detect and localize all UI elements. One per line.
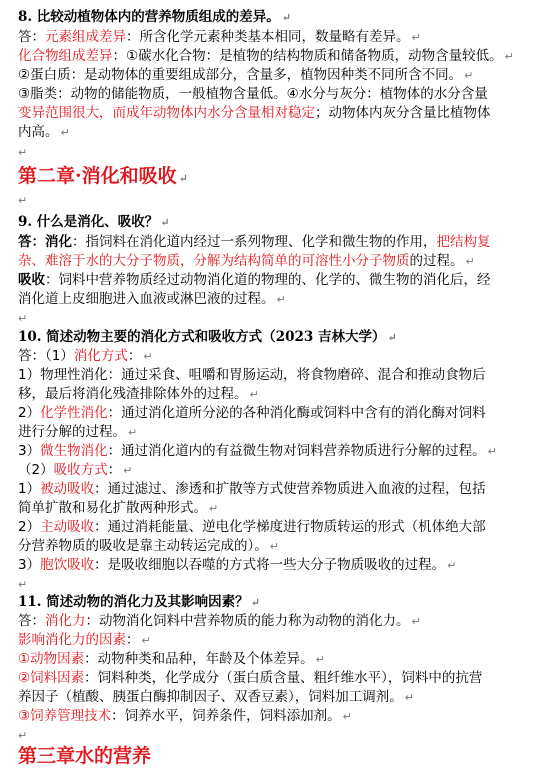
section-11-line-1: 答：消化力：动物消化饲料中营养物质的能力称为动物的消化力。 ↵ — [18, 613, 421, 629]
section-10-line-7: （2）吸收方式： ↵ — [18, 462, 133, 478]
section-9-line-4: 消化道上皮细胞进入血液或淋巴液的过程。 ↵ — [18, 291, 286, 307]
section-10-line-4: 2）化学性消化：通过消化道所分泌的各种消化酶或饲料中含有的消化酶对饲料 — [18, 405, 486, 421]
section-8-line-6: 内高。 ↵ — [18, 124, 70, 140]
paragraph-mark: ↵ — [18, 578, 28, 591]
section-10-line-12: 3）胞饮吸收：是吸收细胞以吞噬的方式将一些大分子物质吸收的过程。 ↵ — [18, 557, 457, 573]
section-10-line-1: 答：（1）消化方式： ↵ — [18, 348, 153, 364]
paragraph-mark: ↵ — [18, 146, 28, 159]
section-8-title: 8. 比较动植物体内的营养物质组成的差异。 ↵ — [18, 9, 292, 25]
section-10-line-10: 2）主动吸收：通过消耗能量、逆电化学梯度进行物质转运的形式（机体绝大部 — [18, 519, 486, 535]
section-10-line-6: 3）微生物消化：通过消化道内的有益微生物对饲料营养物质进行分解的过程。 ↵ — [18, 443, 497, 459]
section-8-line-1: 答：元素组成差异：所含化学元素种类基本相同，数量略有差异。 ↵ — [18, 29, 421, 45]
section-10-line-11: 分营养物质的吸收是靠主动转运完成的）。 ↵ — [18, 538, 279, 554]
section-10-line-3: 移，最后将消化残渣排除体外的过程。 ↵ — [18, 386, 259, 402]
section-9-line-1: 答：消化：指饲料在消化道内经过一系列物理、化学和微生物的作用，把结构复 — [18, 234, 491, 250]
section-11-line-4: ②饲料因素：饲料种类，化学成分（蛋白质含量、粗纤维水平），饲料中的抗营 — [18, 670, 483, 686]
section-11-line-3: ①动物因素：动物种类和品种，年龄及个体差异。 ↵ — [18, 651, 325, 667]
section-11-line-6: ③饲养管理技术：饲养水平，饲养条件，饲料添加剂。 ↵ — [18, 708, 352, 724]
section-10-title: 10. 简述动物主要的消化方式和吸收方式（2023 吉林大学） ↵ — [18, 329, 397, 345]
section-8-line-3: ②蛋白质：是动物体的重要组成部分，含量多，植物因种类不同所含不同。 ↵ — [18, 67, 474, 83]
section-10-line-9: 简单扩散和易化扩散两种形式。 ↵ — [18, 500, 219, 516]
paragraph-mark: ↵ — [18, 729, 28, 742]
section-11-line-5: 养因子（植酸、胰蛋白酶抑制因子、双香豆素），饲料加工调剂。 ↵ — [18, 689, 414, 705]
section-10-line-2: 1）物理性消化：通过采食、咀嚼和胃肠运动，将食物磨碎、混合和推动食物后 — [18, 367, 486, 383]
section-11-line-2: 影响消化力的因素： ↵ — [18, 632, 151, 648]
section-8-line-4: ③脂类：动物的储能物质，一般植物含量低。④水分与灰分：植物体的水分含量 — [18, 86, 488, 102]
chapter-3-heading: 第三章水的营养 — [18, 745, 152, 767]
section-8-line-2: 化合物组成差异：①碳水化合物：是植物的结构物质和储备物质，动物含量较低。 ↵ — [18, 48, 514, 64]
section-9-title: 9. 什么是消化、吸收？ ↵ — [18, 214, 170, 230]
section-11-title: 11. 简述动物的消化力及其影响因素？ ↵ — [18, 594, 260, 610]
section-10-line-5: 进行分解的过程。 ↵ — [18, 424, 138, 440]
section-8-line-5: 变异范围很大，而成年动物体内水分含量相对稳定；动物体内灰分含量比植物体 — [18, 105, 491, 121]
paragraph-mark: ↵ — [18, 194, 28, 207]
section-10-line-8: 1）被动吸收：通过滤过、渗透和扩散等方式使营养物质进入血液的过程，包括 — [18, 481, 486, 497]
paragraph-mark: ↵ — [18, 312, 28, 325]
chapter-2-heading: 第二章·消化和吸收 ↵ — [18, 165, 188, 187]
section-9-line-3: 吸收：饲料中营养物质经过动物消化道的物理的、化学的、微生物的消化后，经 — [18, 272, 491, 288]
section-9-line-2: 杂、难溶于水的大分子物质，分解为结构简单的可溶性小分子物质的过程。 ↵ — [18, 253, 475, 269]
